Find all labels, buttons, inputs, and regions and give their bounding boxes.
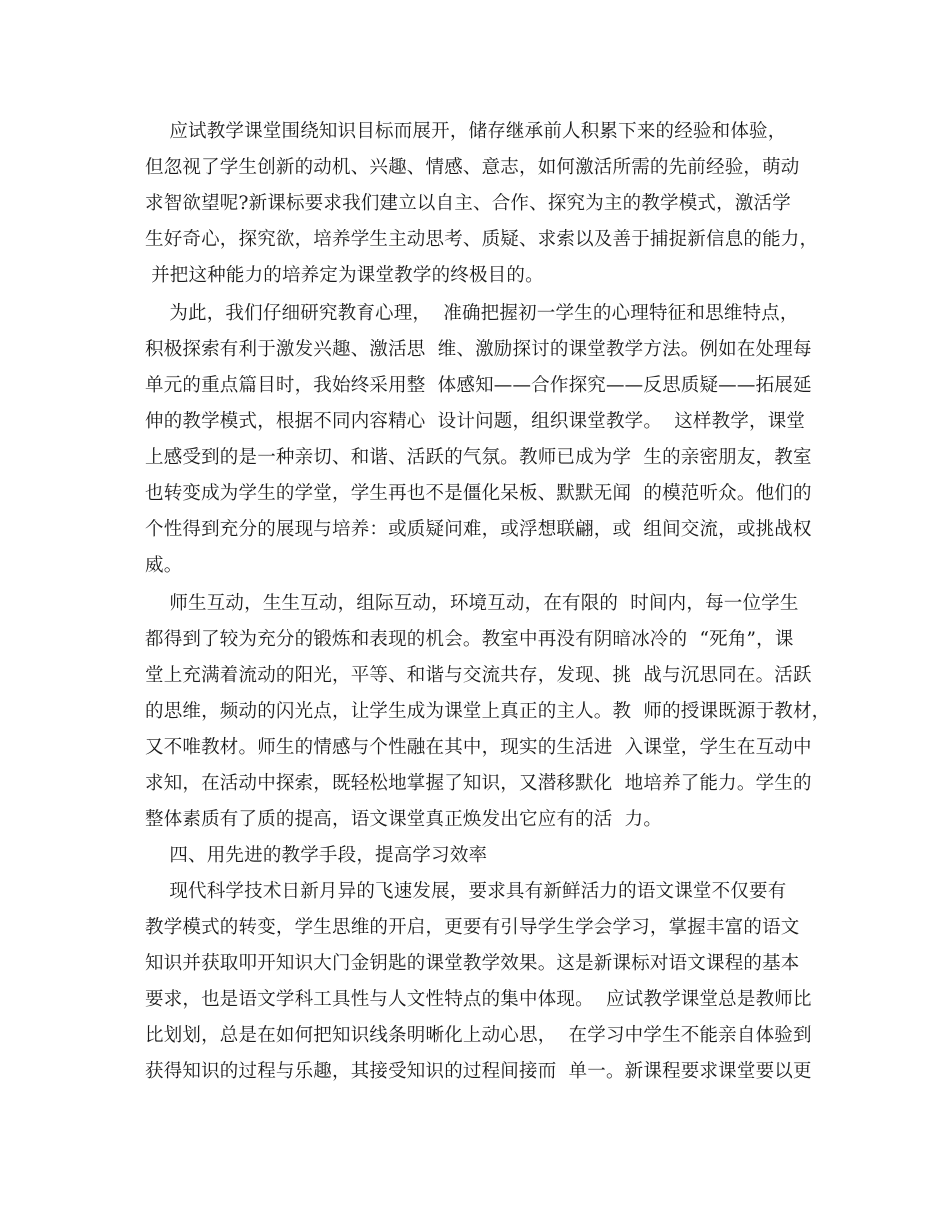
- section-heading: 四、用先进的教学手段，提高学习效率: [145, 845, 488, 866]
- text-line: 求知，在活动中探索，既轻松地掌握了知识，又潜移默化 地培养了能力。学生的: [145, 773, 812, 794]
- text-line: 堂上充满着流动的阳光，平等、和谐与交流共存，发现、挑 战与沉思同在。活跃: [145, 665, 812, 686]
- text-line: 师生互动，生生互动，组际互动，环境互动，在有限的 时间内，每一位学生: [145, 593, 799, 614]
- text-line: 比划划，总是在如何把知识线条明晰化上动心思， 在学习中学生不能亲自体验到: [145, 1025, 812, 1046]
- text-line: 又不唯教材。师生的情感与个性融在其中，现实的生活进 入课堂，学生在互动中: [145, 737, 812, 758]
- text-line: 现代科学技术日新月异的飞速发展，要求具有新鲜活力的语文课堂不仅要有: [145, 881, 787, 902]
- text-line: 求智欲望呢?新课标要求我们建立以自主、合作、探究为主的教学模式，激活学: [145, 193, 791, 214]
- text-line: 生好奇心，探究欲，培养学生主动思考、质疑、求索以及善于捕捉新信息的能力，: [145, 229, 819, 250]
- text-line: 上感受到的是一种亲切、和谐、活跃的气氛。教师已成为学 生的亲密朋友，教室: [145, 447, 812, 468]
- text-line: 个性得到充分的展现与培养：或质疑问难，或浮想联翩，或 组间交流，或挑战权: [145, 519, 812, 540]
- text-line: 也转变成为学生的学堂，学生再也不是僵化呆板、默默无闻 的模范听众。他们的: [145, 483, 812, 504]
- text-line: 但忽视了学生创新的动机、兴趣、情感、意志，如何激活所需的先前经验，萌动: [145, 157, 800, 178]
- text-line: 整体素质有了质的提高，语文课堂真正焕发出它应有的活 力。: [145, 809, 663, 830]
- text-line: 威。: [145, 555, 183, 576]
- text-line: 应试教学课堂围绕知识目标而展开，储存继承前人积累下来的经验和体验，: [145, 121, 787, 142]
- text-line: 教学模式的转变，学生思维的开启，更要有引导学生学会学习，掌握丰富的语文: [145, 917, 800, 938]
- text-line: 获得知识的过程与乐趣，其接受知识的过程间接而 单一。新课程要求课堂要以更: [145, 1061, 812, 1082]
- text-line: 伸的教学模式，根据不同内容精心 设计问题，组织课堂教学。 这样教学，课堂: [145, 411, 806, 432]
- text-line: 知识并获取叩开知识大门金钥匙的课堂教学效果。这是新课标对语文课程的基本: [145, 953, 800, 974]
- text-line: 单元的重点篇目时，我始终采用整 体感知——合作探究——反思质疑——拓展延: [145, 375, 812, 396]
- text-line: 都得到了较为充分的锻炼和表现的机会。教室中再没有阴暗冰冷的 “死角”，课: [145, 629, 794, 650]
- text-line: 为此，我们仔细研究教育心理， 准确把握初一学生的心理特征和思维特点，: [145, 303, 799, 324]
- text-line: 的思维，频动的闪光点，让学生成为课堂上真正的主人。教 师的授课既源于教材，: [145, 701, 831, 722]
- text-line: 并把这种能力的培养定为课堂教学的终极目的。: [145, 265, 544, 286]
- text-line: 要求，也是语文学科工具性与人文性特点的集中体现。 应试教学课堂总是教师比: [145, 989, 812, 1010]
- text-line: 积极探索有利于激发兴趣、激活思 维、激励探讨的课堂教学方法。例如在处理每: [145, 339, 812, 360]
